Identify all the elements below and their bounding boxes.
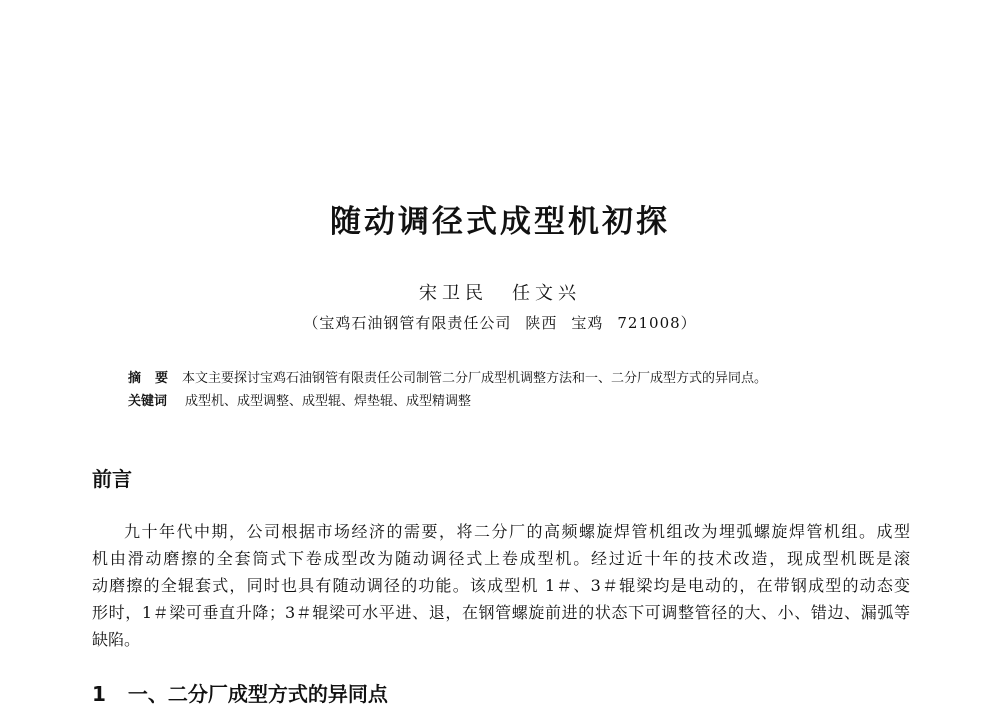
abstract-text: 本文主要探讨宝鸡石油钢管有限责任公司制管二分厂成型机调整方法和一、二分厂成型方式的异同点。: [182, 371, 768, 386]
abstract: [128, 367, 767, 386]
paragraph-line: 形时，1＃梁可垂直升降；3＃辊梁可水平进、退，在钢管螺旋前进的状态下可调整管径的大、小、错边、漏弧等: [92, 603, 910, 622]
section-number: 1: [92, 682, 106, 706]
paper-title: 随动调径式成型机初探: [330, 204, 670, 240]
affiliation-org: （宝鸡石油钢管有限责任公司: [303, 314, 512, 332]
paragraph-line: 动磨擦的全辊套式，同时也具有随动调径的功能。该成型机 1＃、3＃辊梁均是电动的，在带钢成型的动态变: [92, 576, 910, 595]
author-name: 任文兴: [512, 283, 581, 304]
paragraph-line: 九十年代中期，公司根据市场经济的需要，将二分厂的高频螺旋焊管机组改为埋弧螺旋焊管机组。成型: [124, 522, 910, 541]
affiliation: [0, 312, 1000, 333]
keywords-label: 关键词: [128, 394, 168, 409]
affiliation-city: 宝鸡: [571, 314, 604, 332]
affiliation-province: 陕西: [525, 314, 558, 332]
paragraph-line: 缺陷。: [92, 630, 141, 649]
author-name: 宋卫民: [419, 283, 488, 304]
affiliation-postcode: 721008）: [617, 314, 697, 332]
section-heading-1: [92, 678, 388, 707]
paragraph-line: 机由滑动磨擦的全套筒式下卷成型改为随动调径式上卷成型机。经过近十年的技术改造，现成型机既是滚: [92, 549, 910, 568]
section-heading-preface: 前言: [92, 467, 132, 491]
section-title: 一、二分厂成型方式的异同点: [127, 682, 388, 706]
keywords-text: 成型机、成型调整、成型辊、焊垫辊、成型精调整: [185, 394, 472, 409]
abstract-label: 摘要: [128, 371, 183, 386]
author-list: [0, 279, 1000, 305]
body-paragraph: [92, 518, 910, 653]
keywords: [128, 390, 471, 409]
